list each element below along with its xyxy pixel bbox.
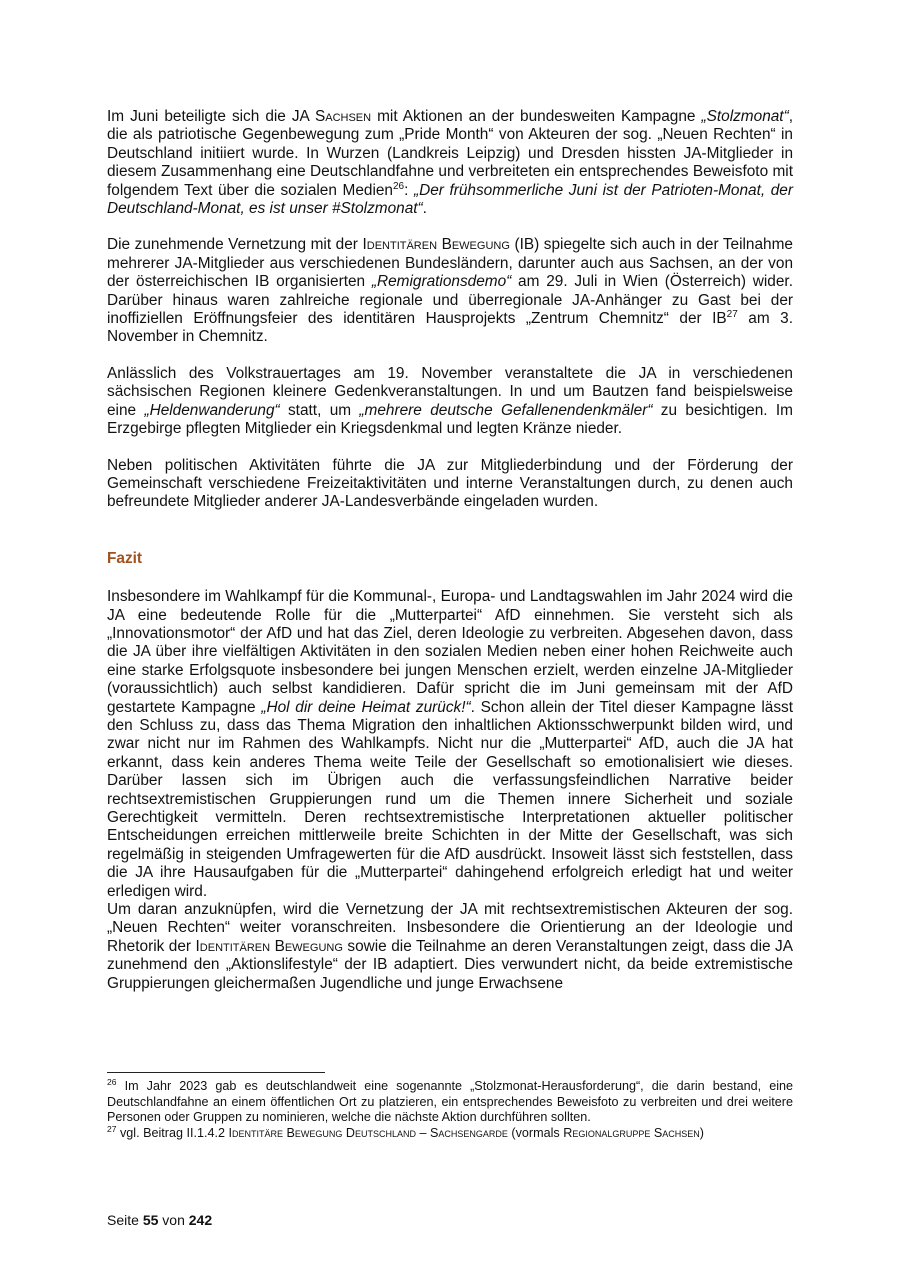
footnote-27: $^{27}$ vgl. Beitrag II.1.4.2 Identitäre Bewegung Deutschland – Sachsengarde (vormals Regionalgruppe Sachsen) [107, 1123, 704, 1140]
current-page: 55 [142, 1212, 159, 1228]
footnote-divider [107, 1072, 325, 1073]
paragraph-identitaere-bewegung: Die zunehmende Vernetzung mit der Identitären Bewegung (IB) spiegelte sich auch in der Teilnahme mehrerer JA-Mitglieder aus verschiedenen Bundesländern, darunter auch aus Sachsen, an der von der österreichischen IB organisierten „Remigrationsdemo“ am 29. Juli in Wien (Österreich) wider. Darüber hinaus waren zahlreiche regionale und überregionale JA-Anhänger zu Gast bei der inoffiziellen Eröffnungsfeier des identitären Hausprojekts „Zentrum Chemnitz“ der IB$^{27}$ am 3. November in Chemnitz. [107, 236, 793, 346]
paragraph-volkstrauertag: Anlässlich des Volkstrauertages am 19. November veranstaltete die JA in verschiedenen sächsischen Regionen kleinere Gedenkveranstaltungen. In und um Bautzen fand beispielsweise eine „Heldenwanderung“ statt, um „mehrere deutsche Gefallenendenkmäler“ zu besichtigen. Im Erzgebirge pflegten Mitglieder ein Kriegsdenkmal und legten Kränze nieder. [107, 364, 793, 438]
paragraph-fazit-wahlkampf: Insbesondere im Wahlkampf für die Kommunal-, Europa- und Landtagswahlen im Jahr 2024 wird die JA eine bedeutende Rolle für die „Mutterpartei“ AfD einnehmen. Sie versteht sich als „Innovationsmotor“ der AfD und hat das Ziel, deren Ideologie zu verbreiten. Abgesehen davon, dass die JA über ihre vielfältigen Aktivitäten in den sozialen Medien neben einer hohen Reichweite auch eine starke Erfolgsquote insbesondere bei jungen Menschen erzielt, werden einzelne JA-Mitglieder (voraussichtlich) auch selbst kandidieren. Dafür spricht die im Juni gemeinsam mit der AfD gestartete Kampagne „Hol dir deine Heimat zurück!“. Schon allein der Titel dieser Kampagne lässt den Schluss zu, dass das Thema Migration den inhaltlichen Aktionsschwerpunkt bilden wird, und zwar nicht nur im Rahmen des Wahlkampfs. Nicht nur die „Mutterpartei“ AfD, auch die JA hat erkannt, dass kein anderes Thema weite Teile der Gesellschaft so emotionalisiert wie dieses. Darüber lassen sich im Übrigen auch die verfassungsfeindlichen Narrative beider rechtsextremistischen Gruppierungen rund um die Themen innere Sicherheit und soziale Gerechtigkeit vermitteln. Deren rechtsextremistische Interpretationen aktueller politischer Entscheidungen erreichen mittlerweile breite Schichten in der Mitte der Gesellschaft, was sich regelmäßig in steigenden Umfragewerten für die AfD ausdrückt. Insoweit lässt sich feststellen, dass die JA ihre Hausaufgaben für die „Mutterpartei“ dahingehend erfolgreich erledigt hat und weiter erledigen wird. [107, 588, 793, 900]
paragraph-stolzmonat: Im Juni beteiligte sich die JA Sachsen mit Aktionen an der bundesweiten Kampagne „Stolzmonat“, die als patriotische Gegenbewegung zum „Pride Month“ von Akteuren der sog. „Neuen Rechten“ in Deutschland initiiert wurde. In Wurzen (Landkreis Leipzig) und Dresden hissten JA-Mitglieder in diesem Zusammenhang eine Deutschlandfahne und verbreiteten ein entsprechendes Beweisfoto mit folgendem Text über die sozialen Medien$^{26}$: „Der frühsommerliche Juni ist der Patrioten-Monat, der Deutschland-Monat, es ist unser #Stolzmonat“. [107, 108, 793, 218]
section-heading-fazit: Fazit [107, 549, 143, 567]
footnote-26: $^{26}$ Im Jahr 2023 gab es deutschlandweit eine sogenannte „Stolzmonat-Herausforderung“, die darin bestand, eine Deutschlandfahne an einem öffentlichen Ort zu platzieren, ein entsprechendes Beweisfoto zu verbreiten und drei weitere Personen oder Gruppen zu nominieren, welche die nächste Aktion durchführen sollten. [107, 1076, 793, 1125]
total-pages: 242 [188, 1212, 213, 1228]
footnote-ref-27[interactable]: 27 [726, 308, 738, 320]
page-number: Seite 55 von 242 [107, 1212, 213, 1228]
paragraph-fazit-vernetzung: Um daran anzuknüpfen, wird die Vernetzung der JA mit rechtsextremistischen Akteuren der sog. „Neuen Rechten“ weiter voranschreiten. Insbesondere die Orientierung an der Ideologie und Rhetorik der Identitären Bewegung sowie die Teilnahme an deren Veranstaltungen zeigt, dass die JA zunehmend den „Aktionslifestyle“ der IB adaptiert. Dies verwundert nicht, da beide extremistische Gruppierungen gleichermaßen Jugendliche und junge Erwachsene [107, 901, 794, 992]
footnotes [107, 1076, 793, 1141]
footnote-ref-26[interactable]: 26 [392, 180, 405, 192]
main-content [107, 108, 793, 993]
paragraph-freizeitaktivitaeten: Neben politischen Aktivitäten führte die JA zur Mitgliederbindung und der Förderung der Gemeinschaft verschiedene Freizeitaktivitäten und interne Veranstaltungen durch, zu denen auch befreundete Mitglieder anderer JA-Landesverbände eingeladen wurden. [107, 456, 793, 511]
